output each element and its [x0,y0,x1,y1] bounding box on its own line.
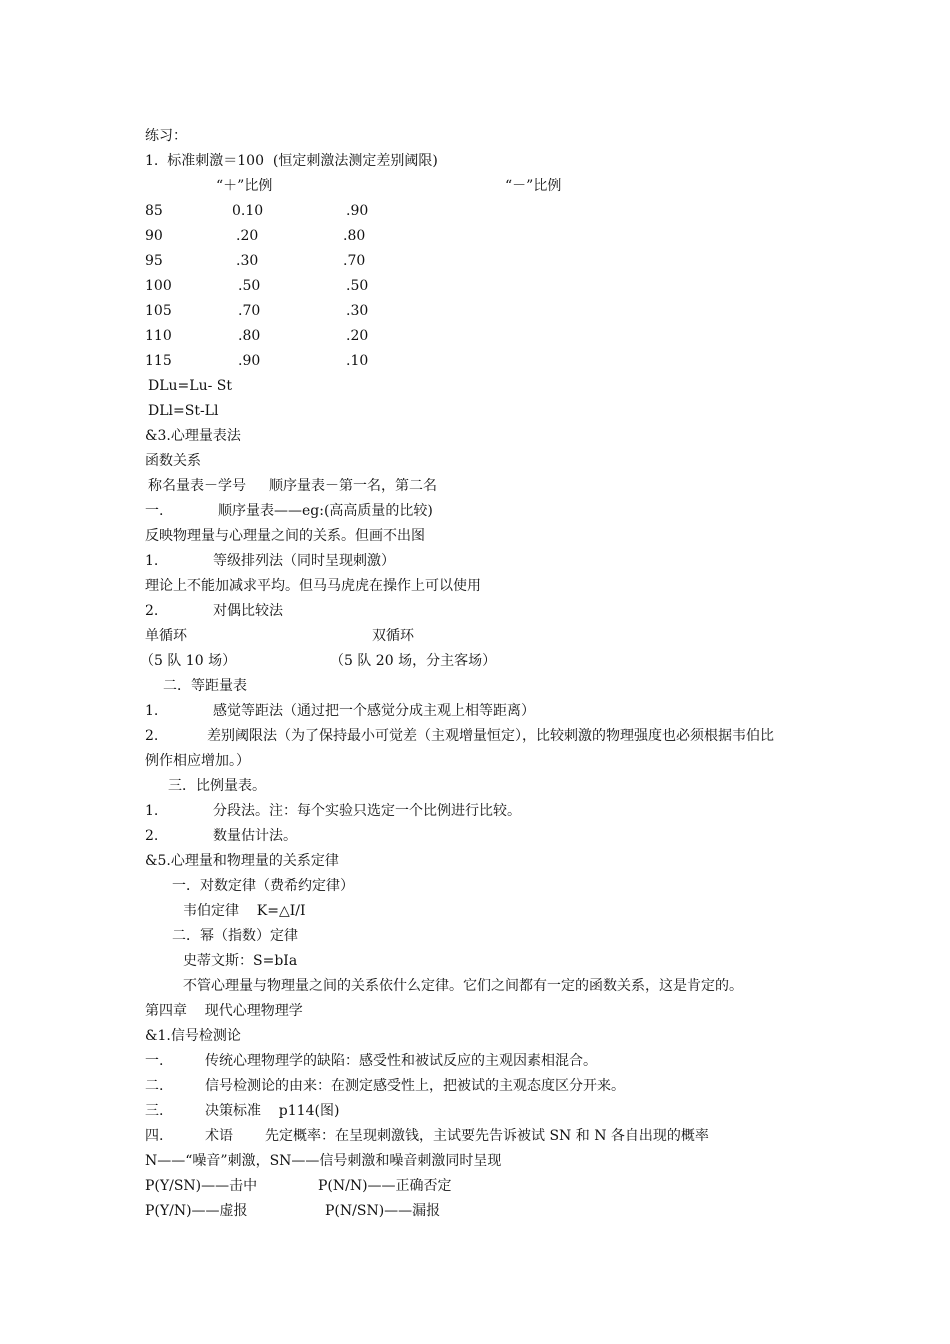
list-item-text: 差别阈限法（为了保持最小可觉差（主观增量恒定），比较刺激的物理强度也必须根据韦伯比 [207,728,774,744]
table-cell: 95 [145,253,163,269]
list-marker: 1. [145,803,159,819]
table-cell: 105 [145,303,172,319]
formula-line: 史蒂文斯：S=bIa [183,953,298,969]
text-line: 顺序量表－第一名，第二名 [269,478,437,494]
text-line: 例作相应增加。） [145,753,250,769]
text-line: 理论上不能加减求平均。但马马虎虎在操作上可以使用 [145,578,481,594]
list-item-text: 对偶比较法 [213,603,283,619]
table-cell: .30 [236,253,259,269]
table-cell: .50 [346,278,369,294]
table-cell: 110 [145,328,172,344]
subsection-heading: 三．比例量表。 [168,778,266,794]
list-item-text: 等级排列法（同时呈现刺激） [213,553,395,569]
table-cell: .80 [238,328,261,344]
list-item-text: 决策标准 p114(图) [205,1103,340,1119]
text-line: 函数关系 [145,453,201,469]
subsection-heading: 二．等距量表 [163,678,247,694]
table-cell: 100 [145,278,172,294]
list-marker: 2. [145,603,159,619]
table-cell: .30 [346,303,369,319]
subsection-heading: 一．对数定律（费希约定律） [172,878,354,894]
table-header: “－”比例 [505,178,562,194]
list-marker: 2. [145,728,159,744]
text-line: 1. 标准刺激＝100 (恒定刺激法测定差别阈限) [145,153,438,169]
text-line: P(N/SN)——漏报 [325,1203,441,1219]
table-cell: .20 [346,328,369,344]
section-heading: &3.心理量表法 [145,428,241,444]
text-line: （5 队 10 场） [140,653,237,669]
table-cell: .50 [238,278,261,294]
text-line: 练习： [145,128,187,144]
table-cell: .10 [346,353,369,369]
list-item-text: 先定概率：在呈现刺激钱，主试要先告诉被试 SN 和 N 各自出现的概率 [265,1128,709,1144]
list-marker: 一. [145,503,164,519]
text-line: 双循环 [372,628,414,644]
list-marker: 1. [145,553,159,569]
table-cell: 90 [145,228,163,244]
list-marker: 二. [145,1078,164,1094]
text-line: （5 队 20 场，分主客场） [330,653,497,669]
table-cell: .20 [236,228,259,244]
text-line: P(Y/N)——虚报 [145,1203,248,1219]
list-item-text: 传统心理物理学的缺陷：感受性和被试反应的主观因素相混合。 [205,1053,597,1069]
table-cell: .90 [238,353,261,369]
chapter-heading: 第四章 现代心理物理学 [145,1003,303,1019]
table-cell: .70 [343,253,366,269]
list-item-text: 术语 [205,1128,233,1144]
section-heading: &5.心理量和物理量的关系定律 [145,853,339,869]
text-line: 单循环 [145,628,187,644]
section-heading: &1.信号检测论 [145,1028,241,1044]
table-cell: .90 [346,203,369,219]
list-item-text: 顺序量表——eg:(高高质量的比较) [218,503,433,519]
list-item-text: 感觉等距法（通过把一个感觉分成主观上相等距离） [213,703,535,719]
table-cell: .80 [343,228,366,244]
text-line: N——“噪音”刺激，SN——信号刺激和噪音刺激同时呈现 [145,1153,502,1169]
formula-line: DLl=St-Ll [148,403,219,419]
list-item-text: 信号检测论的由来：在测定感受性上，把被试的主观态度区分开来。 [205,1078,625,1094]
table-cell: .70 [238,303,261,319]
text-line: 称名量表－学号 [148,478,246,494]
list-marker: 四. [145,1128,164,1144]
formula-line: 韦伯定律 K=△I/I [183,903,306,919]
list-marker: 2. [145,828,159,844]
text-line: 反映物理量与心理量之间的关系。但画不出图 [145,528,425,544]
list-marker: 1. [145,703,159,719]
table-header: “＋”比例 [216,178,273,194]
subsection-heading: 二．幂（指数）定律 [172,928,298,944]
formula-line: DLu=Lu- St [148,378,232,394]
list-item-text: 数量估计法。 [213,828,297,844]
list-marker: 一. [145,1053,164,1069]
table-cell: 85 [145,203,163,219]
table-cell: 115 [145,353,172,369]
text-line: 不管心理量与物理量之间的关系依什么定律。它们之间都有一定的函数关系，这是肯定的。 [183,978,743,994]
text-line: P(Y/SN)——击中 [145,1178,258,1194]
table-cell: 0.10 [232,203,264,219]
text-line: P(N/N)——正确否定 [318,1178,452,1194]
list-item-text: 分段法。注：每个实验只选定一个比例进行比较。 [213,803,521,819]
list-marker: 三. [145,1103,164,1119]
